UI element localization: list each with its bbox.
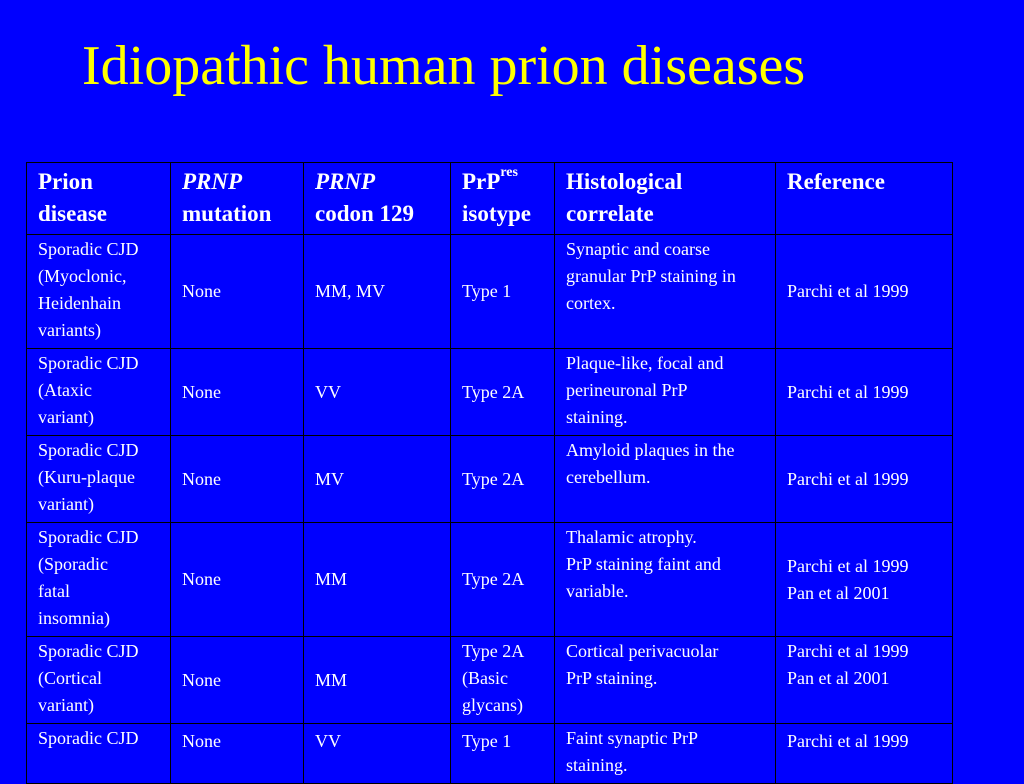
cell-mutation: None xyxy=(171,637,304,724)
cell-reference xyxy=(776,235,953,349)
cell-text: variant) xyxy=(38,695,94,715)
table-header-row xyxy=(27,163,953,235)
cell-text: Heidenhain xyxy=(38,293,121,313)
cell-text: PrP staining. xyxy=(566,668,658,688)
cell-mutation: None xyxy=(171,436,304,523)
cell-text: fatal xyxy=(38,581,70,601)
header-text: PRNP xyxy=(182,169,243,194)
cell-disease xyxy=(27,349,171,436)
table-row xyxy=(27,235,953,349)
cell-reference xyxy=(776,724,953,784)
header-prnp-mutation xyxy=(171,163,304,235)
cell-text: Pan et al 2001 xyxy=(787,668,890,688)
cell-disease xyxy=(27,637,171,724)
cell-reference xyxy=(776,523,953,637)
prion-diseases-table-container xyxy=(26,162,952,775)
prion-diseases-table xyxy=(26,162,953,784)
header-text xyxy=(462,166,544,198)
cell-correlate xyxy=(555,436,776,523)
cell-codon: MV xyxy=(304,436,451,523)
cell-text: Type 2A xyxy=(462,641,525,661)
page-title: Idiopathic human prion diseases xyxy=(82,35,806,97)
cell-disease xyxy=(27,235,171,349)
cell-text: Parchi et al 1999 xyxy=(787,281,909,301)
cell-codon: MM, MV xyxy=(304,235,451,349)
cell-text: cortex. xyxy=(566,293,616,313)
cell-codon: VV xyxy=(304,349,451,436)
cell-correlate xyxy=(555,724,776,784)
header-text: PRNP xyxy=(315,169,376,194)
header-text: mutation xyxy=(182,201,272,226)
cell-text: Type 2A xyxy=(462,569,525,589)
header-prnp-codon-129 xyxy=(304,163,451,235)
cell-text: PrP staining faint and xyxy=(566,554,721,574)
cell-mutation: None xyxy=(171,349,304,436)
cell-text: Faint synaptic PrP xyxy=(566,728,699,748)
header-text: Histological xyxy=(566,169,683,194)
cell-text: glycans) xyxy=(462,695,523,715)
cell-codon: MM xyxy=(304,637,451,724)
cell-reference xyxy=(776,436,953,523)
cell-text: Type 2A xyxy=(462,381,525,402)
cell-text: Synaptic and coarse xyxy=(566,239,710,259)
cell-text: Sporadic CJD xyxy=(38,239,139,259)
cell-text: Sporadic CJD xyxy=(38,527,139,547)
cell-codon: MM xyxy=(304,523,451,637)
table-row xyxy=(27,523,953,637)
cell-text: (Kuru-plaque xyxy=(38,467,135,487)
cell-text: Sporadic CJD xyxy=(38,641,139,661)
cell-text: cerebellum. xyxy=(566,467,651,487)
cell-text: insomnia) xyxy=(38,608,110,628)
cell-text: Type 1 xyxy=(462,731,512,751)
header-text: Reference xyxy=(787,169,885,194)
cell-text: variants) xyxy=(38,320,101,340)
cell-text: variable. xyxy=(566,581,629,601)
cell-correlate xyxy=(555,349,776,436)
cell-correlate xyxy=(555,235,776,349)
cell-text: Sporadic CJD xyxy=(38,353,139,373)
header-text: Prion xyxy=(38,169,93,194)
cell-correlate xyxy=(555,637,776,724)
header-text: disease xyxy=(38,201,107,226)
cell-reference xyxy=(776,349,953,436)
cell-isotype xyxy=(451,436,555,523)
cell-text: Parchi et al 1999 xyxy=(787,381,909,402)
table-row xyxy=(27,724,953,784)
cell-correlate xyxy=(555,523,776,637)
cell-text: Thalamic atrophy. xyxy=(566,527,697,547)
table-body xyxy=(27,235,953,784)
header-reference xyxy=(776,163,953,235)
cell-text: (Basic xyxy=(462,668,508,688)
header-text: isotype xyxy=(462,201,531,226)
cell-text: Parchi et al 1999 xyxy=(787,731,909,751)
cell-text: (Sporadic xyxy=(38,554,108,574)
cell-isotype xyxy=(451,637,555,724)
cell-mutation: None xyxy=(171,235,304,349)
cell-codon: VV xyxy=(304,724,451,784)
cell-text: (Myoclonic, xyxy=(38,266,127,286)
header-text: correlate xyxy=(566,201,654,226)
cell-text: Parchi et al 1999 xyxy=(787,468,909,489)
header-text: codon 129 xyxy=(315,201,415,226)
cell-text: (Cortical xyxy=(38,668,102,688)
cell-disease xyxy=(27,523,171,637)
cell-text: Amyloid plaques in the xyxy=(566,440,735,460)
cell-text: Cortical perivacuolar xyxy=(566,641,719,661)
header-prion-disease xyxy=(27,163,171,235)
cell-text: Type 1 xyxy=(462,281,512,301)
cell-isotype xyxy=(451,523,555,637)
cell-text: granular PrP staining in xyxy=(566,266,736,286)
cell-text: staining. xyxy=(566,755,628,775)
cell-text: Plaque-like, focal and xyxy=(566,353,724,373)
cell-text: Sporadic CJD xyxy=(38,440,139,460)
header-text-main: PrP xyxy=(462,169,501,194)
cell-text: Pan et al 2001 xyxy=(787,582,890,603)
cell-disease xyxy=(27,436,171,523)
cell-text: Parchi et al 1999 xyxy=(787,555,909,576)
cell-mutation: None xyxy=(171,523,304,637)
cell-text: variant) xyxy=(38,494,94,514)
cell-text: perineuronal PrP xyxy=(566,380,688,400)
cell-text: Sporadic CJD xyxy=(38,728,139,748)
cell-disease xyxy=(27,724,171,784)
table-row xyxy=(27,637,953,724)
cell-text: Type 2A xyxy=(462,468,525,489)
cell-text: (Ataxic xyxy=(38,380,92,400)
cell-mutation: None xyxy=(171,724,304,784)
header-prp-res-isotype xyxy=(451,163,555,235)
cell-isotype xyxy=(451,235,555,349)
table-row xyxy=(27,349,953,436)
cell-text: Parchi et al 1999 xyxy=(787,641,909,661)
cell-text: staining. xyxy=(566,407,628,427)
header-histological-correlate xyxy=(555,163,776,235)
cell-text: variant) xyxy=(38,407,94,427)
header-superscript: res xyxy=(500,165,518,181)
table-row xyxy=(27,436,953,523)
cell-isotype xyxy=(451,724,555,784)
cell-isotype xyxy=(451,349,555,436)
cell-reference xyxy=(776,637,953,724)
